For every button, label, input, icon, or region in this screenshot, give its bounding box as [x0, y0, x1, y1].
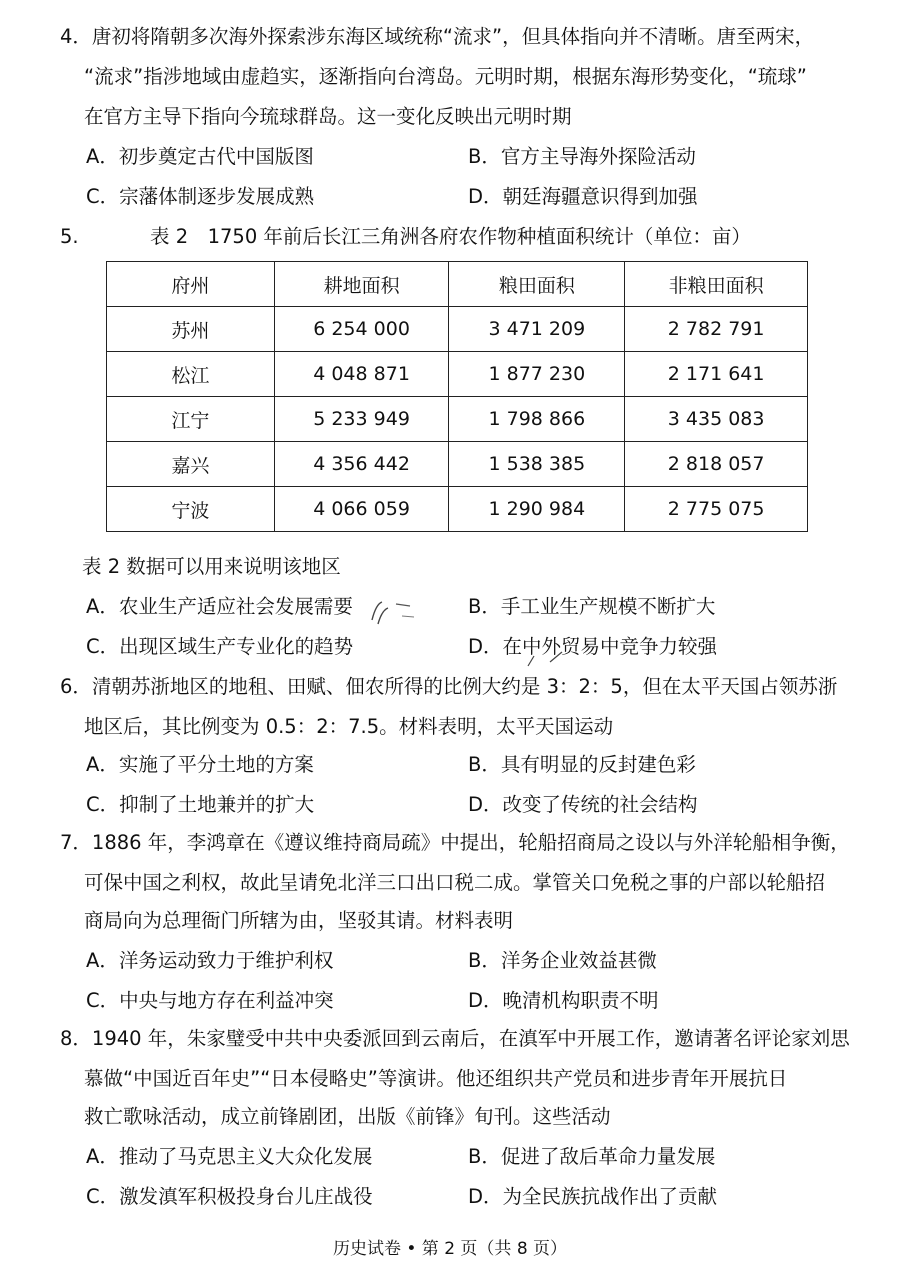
q5-number: 5. — [60, 225, 79, 248]
q6-option-d[interactable]: D．改变了传统的社会结构 — [468, 793, 698, 816]
table-cell: 2 782 791 — [625, 307, 808, 352]
q8-line1: 8．1940 年，朱家璧受中共中央委派回到云南后，在滇军中开展工作，邀请著名评论家刘思 — [60, 1027, 850, 1050]
table-cell: 2 171 641 — [625, 352, 808, 397]
page-footer: 历史试卷 • 第 2 页（共 8 页） — [332, 1239, 568, 1259]
table-row — [107, 352, 808, 397]
q5-option-c[interactable]: C．出现区域生产专业化的趋势 — [86, 635, 354, 658]
q4-option-a[interactable]: A．初步奠定古代中国版图 — [86, 145, 314, 168]
table-cell: 松江 — [107, 352, 275, 397]
pencil-scribble-icon — [366, 596, 436, 636]
table-header-cell: 耕地面积 — [274, 262, 449, 307]
table-header-cell: 非粮田面积 — [625, 262, 808, 307]
table-cell: 2 818 057 — [625, 442, 808, 487]
pencil-tick-icon — [520, 648, 580, 678]
q8-option-c[interactable]: C．激发滇军积极投身台儿庄战役 — [86, 1185, 373, 1208]
q5-option-b[interactable]: B．手工业生产规模不断扩大 — [468, 595, 716, 618]
table-cell: 1 877 230 — [449, 352, 625, 397]
q7-option-d[interactable]: D．晚清机构职责不明 — [468, 989, 659, 1012]
crop-area-table — [106, 261, 808, 532]
table-cell: 5 233 949 — [274, 397, 449, 442]
table-cell: 1 798 866 — [449, 397, 625, 442]
table-row — [107, 487, 808, 532]
q4-line3: 在官方主导下指向今琉球群岛。这一变化反映出元明时期 — [84, 105, 572, 128]
q6-line1: 6．清朝苏浙地区的地租、田赋、佃农所得的比例大约是 3：2：5，但在太平天国占领苏浙 — [60, 675, 838, 698]
table-cell: 3 471 209 — [449, 307, 625, 352]
table-cell: 6 254 000 — [274, 307, 449, 352]
q5-table-caption: 表 2 1750 年前后长江三角洲各府农作物种植面积统计（单位：亩） — [150, 225, 751, 248]
q4-line2: “流求”指涉地域由虚趋实，逐渐指向台湾岛。元明时期，根据东海形势变化，“琉球” — [84, 65, 807, 88]
q8-option-b[interactable]: B．促进了敌后革命力量发展 — [468, 1145, 716, 1168]
q8-option-a[interactable]: A．推动了马克思主义大众化发展 — [86, 1145, 373, 1168]
q7-line1: 7．1886 年，李鸿章在《遵议维持商局疏》中提出，轮船招商局之设以与外洋轮船相争衡， — [60, 831, 850, 854]
q7-option-b[interactable]: B．洋务企业效益甚微 — [468, 949, 657, 972]
q6-option-c[interactable]: C．抑制了土地兼并的扩大 — [86, 793, 315, 816]
table-cell: 苏州 — [107, 307, 275, 352]
table-row — [107, 442, 808, 487]
table-cell: 4 048 871 — [274, 352, 449, 397]
q4-option-c[interactable]: C．宗藩体制逐步发展成熟 — [86, 185, 315, 208]
table-header-cell: 府州 — [107, 262, 275, 307]
table-cell: 3 435 083 — [625, 397, 808, 442]
q8-option-d[interactable]: D．为全民族抗战作出了贡献 — [468, 1185, 718, 1208]
q4-option-b[interactable]: B．官方主导海外探险活动 — [468, 145, 696, 168]
q7-option-a[interactable]: A．洋务运动致力于维护利权 — [86, 949, 334, 972]
table-row — [107, 397, 808, 442]
q5-option-d[interactable]: D．在中外贸易中竞争力较强 — [468, 635, 718, 658]
table-cell: 江宁 — [107, 397, 275, 442]
q5-option-a[interactable]: A．农业生产适应社会发展需要 — [86, 595, 353, 618]
table-row — [107, 307, 808, 352]
table-cell: 4 066 059 — [274, 487, 449, 532]
table-cell: 1 290 984 — [449, 487, 625, 532]
q8-line3: 救亡歌咏活动，成立前锋剧团，出版《前锋》旬刊。这些活动 — [84, 1105, 611, 1128]
table-cell: 2 775 075 — [625, 487, 808, 532]
q8-line2: 慕做“中国近百年史”“日本侵略史”等演讲。他还组织共产党员和进步青年开展抗日 — [84, 1067, 788, 1090]
table-cell: 1 538 385 — [449, 442, 625, 487]
table-cell: 嘉兴 — [107, 442, 275, 487]
q6-option-a[interactable]: A．实施了平分土地的方案 — [86, 753, 314, 776]
q7-line2: 可保中国之利权，故此呈请免北洋三口出口税二成。掌管关口免税之事的户部以轮船招 — [84, 871, 826, 894]
q7-line3: 商局向为总理衙门所辖为由，坚驳其请。材料表明 — [84, 909, 514, 932]
table-header-row — [107, 262, 808, 307]
q5-stem: 表 2 数据可以用来说明该地区 — [82, 555, 341, 578]
table-header-cell: 粮田面积 — [449, 262, 625, 307]
q6-line2: 地区后，其比例变为 0.5：2：7.5。材料表明，太平天国运动 — [84, 715, 614, 738]
table-cell: 4 356 442 — [274, 442, 449, 487]
q6-option-b[interactable]: B．具有明显的反封建色彩 — [468, 753, 696, 776]
q7-option-c[interactable]: C．中央与地方存在利益冲突 — [86, 989, 334, 1012]
q4-option-d[interactable]: D．朝廷海疆意识得到加强 — [468, 185, 698, 208]
q4-line1: 4．唐初将隋朝多次海外探索涉东海区域统称“流求”，但具体指向并不清晰。唐至两宋， — [60, 25, 815, 48]
table-cell: 宁波 — [107, 487, 275, 532]
